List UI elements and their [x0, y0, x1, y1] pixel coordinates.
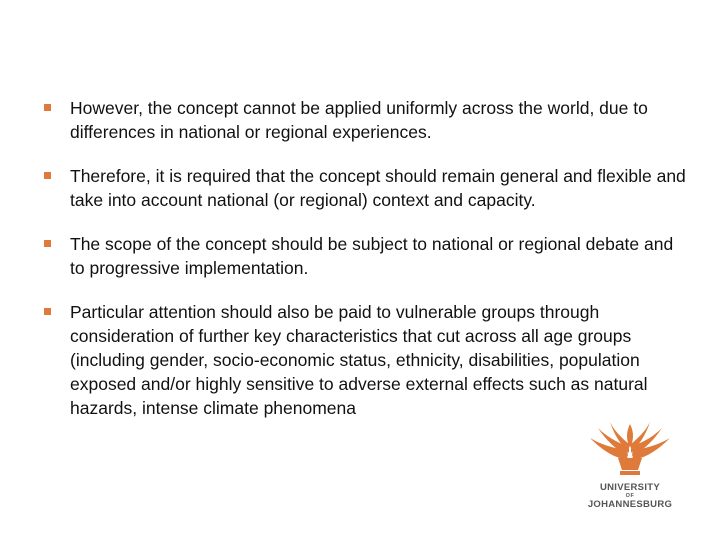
bullet-list [40, 96, 690, 440]
university-logo [578, 420, 682, 514]
square-bullet-icon [44, 308, 51, 315]
university-crest-icon [584, 420, 676, 478]
square-bullet-icon [44, 240, 51, 247]
logo-text-of: OF [625, 493, 635, 499]
bullet-text: Particular attention should also be paid to vulnerable groups through consideration of further key characteristics that cut across all age groups (including gender, socio-economic status, ethnicity, disabilities, population exposed and/or highly sensitive to adverse external effects such as natural hazards, intense climate phenomena [70, 302, 648, 418]
bullet-text: However, the concept cannot be applied uniformly across the world, due to differences in national or regional experiences. [70, 98, 648, 142]
logo-text-johannesburg: JOHANNESBURG [587, 499, 673, 510]
logo-text-university: UNIVERSITY [599, 482, 660, 493]
bullet-text: The scope of the concept should be subject to national or regional debate and to progressive implementation. [70, 234, 674, 278]
bullet-item [40, 164, 690, 212]
bullet-item [40, 300, 690, 420]
bullet-item [40, 96, 690, 144]
square-bullet-icon [44, 104, 51, 111]
bullet-item [40, 232, 690, 280]
bullet-text: Therefore, it is required that the concept should remain general and flexible and take into account national (or regional) context and capacity. [70, 166, 686, 210]
square-bullet-icon [44, 172, 51, 179]
